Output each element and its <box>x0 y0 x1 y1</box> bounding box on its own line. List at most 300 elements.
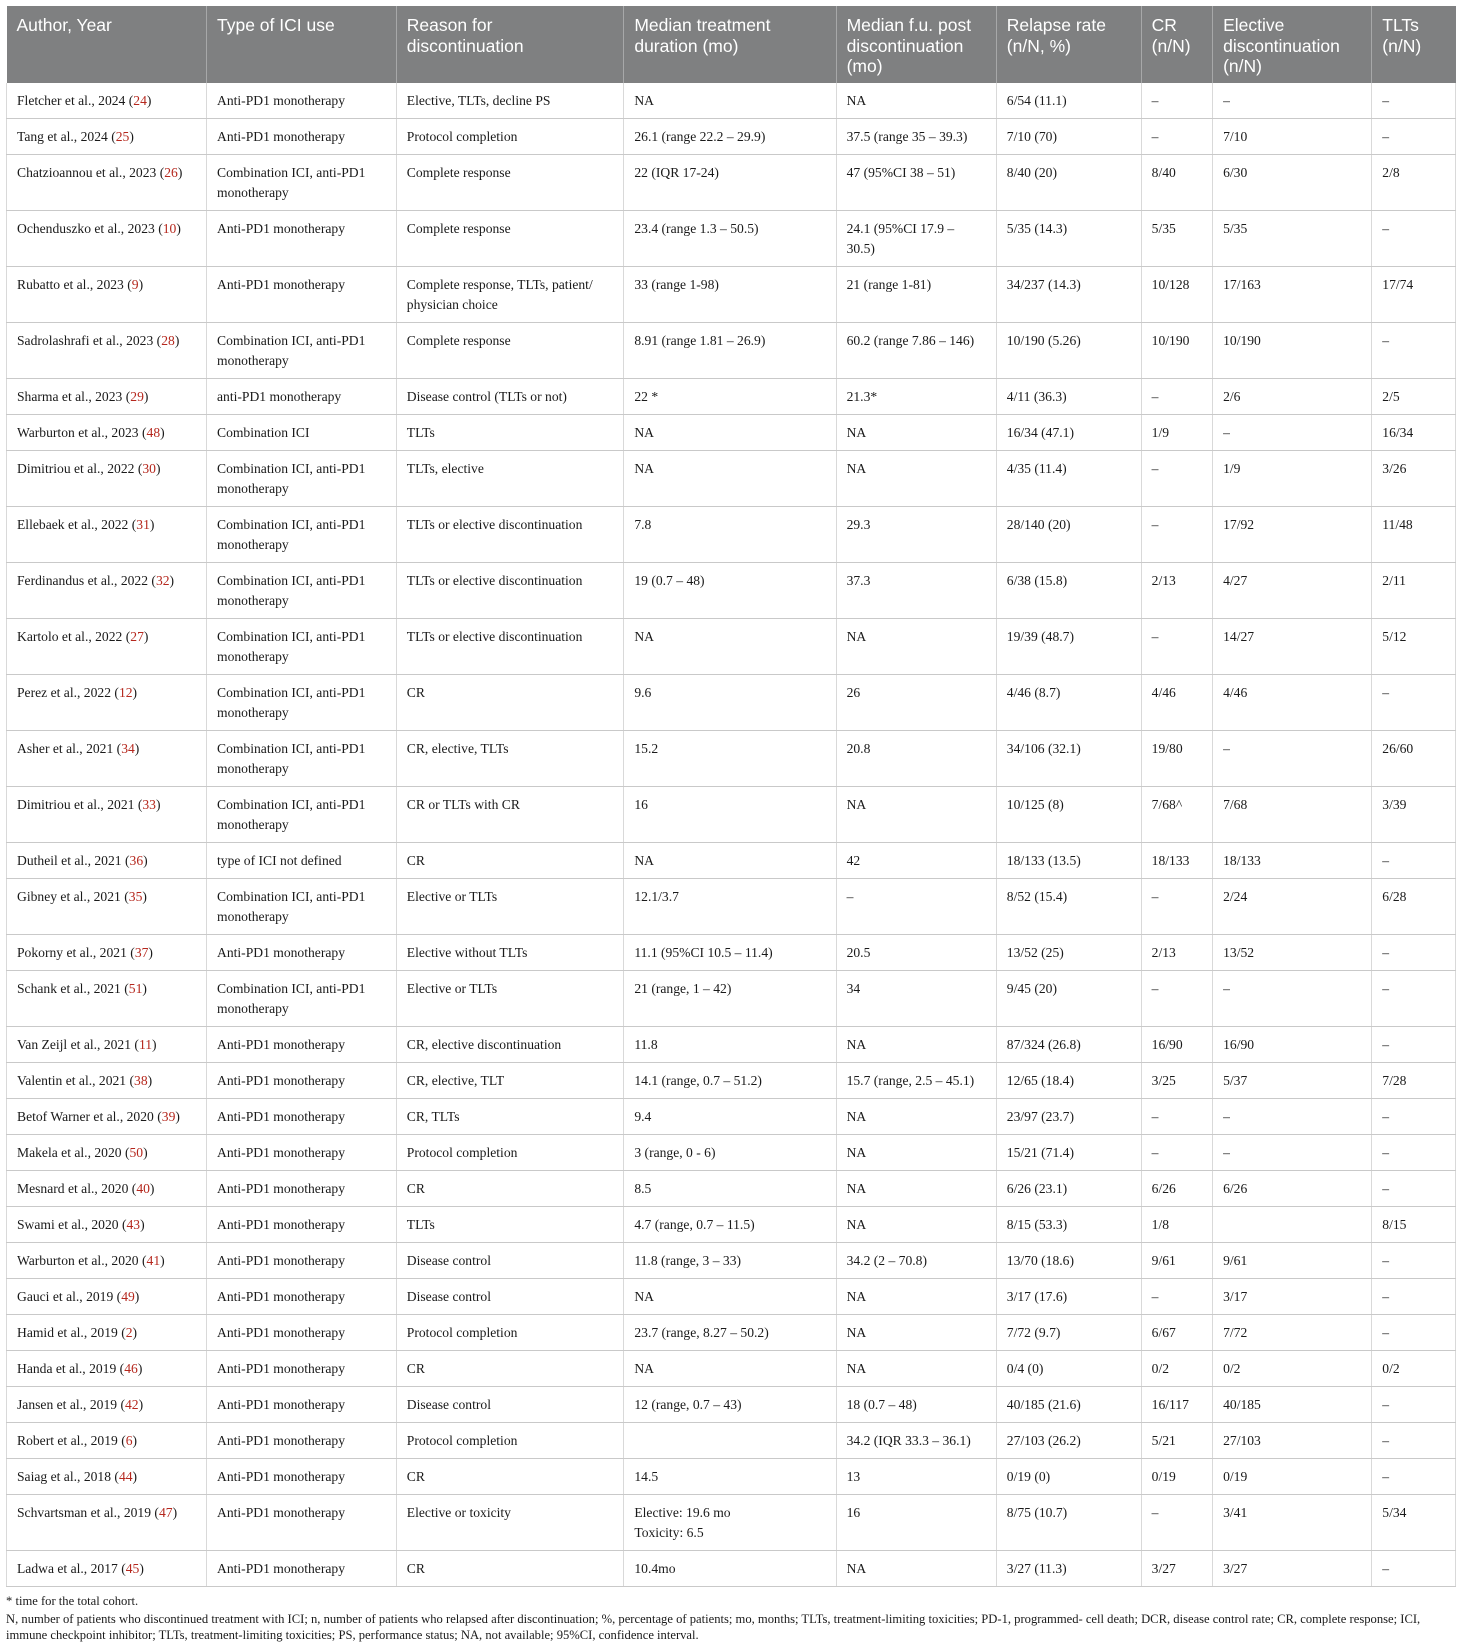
author-year: Gibney et al., 2021 <box>17 888 121 904</box>
cell-type: Anti-PD1 monotherapy <box>207 1098 397 1134</box>
cell-author: Pokorny et al., 2021 (37) <box>7 934 207 970</box>
cell-type: Anti-PD1 monotherapy <box>207 1242 397 1278</box>
cell-type: Combination ICI, anti-PD1 monotherapy <box>207 674 397 730</box>
cell-relapse: 4/46 (8.7) <box>996 674 1141 730</box>
cell-followup: NA <box>836 1170 996 1206</box>
cell-relapse: 28/140 (20) <box>996 506 1141 562</box>
cell-cr: – <box>1141 970 1212 1026</box>
cell-tlts: 2/8 <box>1372 154 1456 210</box>
cell-cr: – <box>1141 506 1212 562</box>
cell-tlts: – <box>1372 970 1456 1026</box>
cell-relapse: 5/35 (14.3) <box>996 210 1141 266</box>
cell-duration: 3 (range, 0 - 6) <box>624 1134 836 1170</box>
cell-elective: 27/103 <box>1213 1422 1372 1458</box>
reference-link[interactable]: 26 <box>164 164 178 180</box>
cell-duration: NA <box>624 414 836 450</box>
cell-reason: Complete response, TLTs, patient/ physician choice <box>396 266 624 322</box>
cell-author: Ferdinandus et al., 2022 (32) <box>7 562 207 618</box>
cell-cr: 1/8 <box>1141 1206 1212 1242</box>
cell-reason: CR <box>396 674 624 730</box>
table-row <box>7 1386 1456 1422</box>
cell-elective: 5/37 <box>1213 1062 1372 1098</box>
cell-duration: NA <box>624 618 836 674</box>
cell-type: Anti-PD1 monotherapy <box>207 1206 397 1242</box>
reference-link[interactable]: 10 <box>162 220 177 236</box>
cell-type: Combination ICI, anti-PD1 monotherapy <box>207 730 397 786</box>
author-year: Robert et al., 2019 <box>17 1432 118 1448</box>
cell-followup: NA <box>836 786 996 842</box>
header-cr: CR (n/N) <box>1141 6 1212 83</box>
author-year: Sadrolashrafi et al., 2023 <box>17 332 154 348</box>
cell-tlts: – <box>1372 842 1456 878</box>
cell-reason: CR, elective, TLT <box>396 1062 624 1098</box>
cell-followup: 20.5 <box>836 934 996 970</box>
cell-tlts: – <box>1372 210 1456 266</box>
author-year: Mesnard et al., 2020 <box>17 1180 129 1196</box>
cell-author: Van Zeijl et al., 2021 (11) <box>7 1026 207 1062</box>
author-year: Tang et al., 2024 <box>17 128 108 144</box>
cell-tlts: – <box>1372 1026 1456 1062</box>
cell-tlts: – <box>1372 322 1456 378</box>
cell-tlts: – <box>1372 1134 1456 1170</box>
cell-duration: 4.7 (range, 0.7 – 11.5) <box>624 1206 836 1242</box>
cell-relapse: 27/103 (26.2) <box>996 1422 1141 1458</box>
cell-duration: 33 (range 1-98) <box>624 266 836 322</box>
cell-followup: NA <box>836 1550 996 1586</box>
cell-type: Anti-PD1 monotherapy <box>207 1422 397 1458</box>
cell-duration: NA <box>624 842 836 878</box>
reference-link[interactable]: 43 <box>126 1216 141 1232</box>
cell-tlts: 5/12 <box>1372 618 1456 674</box>
cell-followup: 21.3* <box>836 378 996 414</box>
author-year: Betof Warner et al., 2020 <box>17 1108 154 1124</box>
cell-cr: – <box>1141 878 1212 934</box>
cell-cr: – <box>1141 1134 1212 1170</box>
table-row <box>7 786 1456 842</box>
cell-elective: – <box>1213 1134 1372 1170</box>
table-row <box>7 1494 1456 1550</box>
cell-elective: 6/26 <box>1213 1170 1372 1206</box>
cell-type: Anti-PD1 monotherapy <box>207 1350 397 1386</box>
table-row <box>7 842 1456 878</box>
cell-tlts: – <box>1372 118 1456 154</box>
cell-duration: NA <box>624 1278 836 1314</box>
cell-relapse: 8/40 (20) <box>996 154 1141 210</box>
reference-link[interactable]: 34 <box>121 740 135 756</box>
cell-followup: 29.3 <box>836 506 996 562</box>
cell-duration: 12.1/3.7 <box>624 878 836 934</box>
cell-duration: 14.5 <box>624 1458 836 1494</box>
cell-followup: 13 <box>836 1458 996 1494</box>
table-row <box>7 1422 1456 1458</box>
cell-followup: NA <box>836 1350 996 1386</box>
cell-followup: NA <box>836 1278 996 1314</box>
cell-duration: 9.6 <box>624 674 836 730</box>
cell-type: Anti-PD1 monotherapy <box>207 1170 397 1206</box>
author-year: Makela et al., 2020 <box>17 1144 122 1160</box>
cell-cr: – <box>1141 450 1212 506</box>
reference-link[interactable]: 37 <box>134 944 149 960</box>
cell-cr: 19/80 <box>1141 730 1212 786</box>
cell-type: Anti-PD1 monotherapy <box>207 1314 397 1350</box>
reference-link[interactable]: 48 <box>146 424 161 440</box>
cell-tlts: 16/34 <box>1372 414 1456 450</box>
cell-cr: – <box>1141 1098 1212 1134</box>
header-type-of-ici: Type of ICI use <box>207 6 397 83</box>
author-year: Schank et al., 2021 <box>17 980 121 996</box>
cell-relapse: 16/34 (47.1) <box>996 414 1141 450</box>
cell-elective: 3/27 <box>1213 1550 1372 1586</box>
cell-tlts: – <box>1372 934 1456 970</box>
table-row <box>7 562 1456 618</box>
cell-cr: 16/117 <box>1141 1386 1212 1422</box>
cell-duration: 22 (IQR 17-24) <box>624 154 836 210</box>
cell-cr: 3/25 <box>1141 1062 1212 1098</box>
cell-elective: 14/27 <box>1213 618 1372 674</box>
cell-type: Combination ICI, anti-PD1 monotherapy <box>207 786 397 842</box>
cell-reason: Disease control <box>396 1278 624 1314</box>
cell-cr: – <box>1141 83 1212 119</box>
cell-relapse: 10/125 (8) <box>996 786 1141 842</box>
cell-author: Makela et al., 2020 (50) <box>7 1134 207 1170</box>
cell-cr: 7/68^ <box>1141 786 1212 842</box>
reference-link[interactable]: 50 <box>129 1144 144 1160</box>
reference-link[interactable]: 42 <box>124 1396 139 1412</box>
reference-link[interactable]: 45 <box>125 1560 140 1576</box>
cell-duration: NA <box>624 1350 836 1386</box>
cell-type: Anti-PD1 monotherapy <box>207 1062 397 1098</box>
cell-elective: 10/190 <box>1213 322 1372 378</box>
cell-reason: TLTs or elective discontinuation <box>396 506 624 562</box>
cell-duration: Elective: 19.6 mo Toxicity: 6.5 <box>624 1494 836 1550</box>
cell-reason: CR, TLTs <box>396 1098 624 1134</box>
cell-duration: 23.7 (range, 8.27 – 50.2) <box>624 1314 836 1350</box>
cell-relapse: 0/19 (0) <box>996 1458 1141 1494</box>
reference-link[interactable]: 35 <box>128 888 143 904</box>
cell-reason: Elective without TLTs <box>396 934 624 970</box>
cell-tlts: – <box>1372 1098 1456 1134</box>
cell-relapse: 19/39 (48.7) <box>996 618 1141 674</box>
cell-duration: 15.2 <box>624 730 836 786</box>
author-year: Schvartsman et al., 2019 <box>17 1504 152 1520</box>
author-year: Van Zeijl et al., 2021 <box>17 1036 132 1052</box>
cell-relapse: 8/75 (10.7) <box>996 1494 1141 1550</box>
cell-followup: 15.7 (range, 2.5 – 45.1) <box>836 1062 996 1098</box>
cell-relapse: 6/26 (23.1) <box>996 1170 1141 1206</box>
table-row <box>7 1314 1456 1350</box>
cell-type: Anti-PD1 monotherapy <box>207 1026 397 1062</box>
cell-author: Chatzioannou et al., 2023 (26) <box>7 154 207 210</box>
cell-relapse: 12/65 (18.4) <box>996 1062 1141 1098</box>
cell-tlts: – <box>1372 1314 1456 1350</box>
cell-elective <box>1213 1206 1372 1242</box>
table-row <box>7 83 1456 119</box>
cell-relapse: 34/237 (14.3) <box>996 266 1141 322</box>
cell-followup: 26 <box>836 674 996 730</box>
cell-reason: Protocol completion <box>396 1422 624 1458</box>
reference-link[interactable]: 41 <box>146 1252 161 1268</box>
reference-link[interactable]: 38 <box>134 1072 148 1088</box>
cell-followup: 21 (range 1-81) <box>836 266 996 322</box>
cell-cr: 18/133 <box>1141 842 1212 878</box>
cell-tlts: – <box>1372 1170 1456 1206</box>
author-year: Chatzioannou et al., 2023 <box>17 164 157 180</box>
cell-type: Anti-PD1 monotherapy <box>207 1134 397 1170</box>
cell-type: Anti-PD1 monotherapy <box>207 934 397 970</box>
cell-author: Betof Warner et al., 2020 (39) <box>7 1098 207 1134</box>
cell-cr: 5/35 <box>1141 210 1212 266</box>
cell-reason: TLTs or elective discontinuation <box>396 562 624 618</box>
cell-followup: – <box>836 878 996 934</box>
cell-relapse: 8/52 (15.4) <box>996 878 1141 934</box>
table-row <box>7 1278 1456 1314</box>
cell-type: Anti-PD1 monotherapy <box>207 1550 397 1586</box>
author-year: Handa et al., 2019 <box>17 1360 117 1376</box>
cell-cr: 5/21 <box>1141 1422 1212 1458</box>
cell-elective: – <box>1213 83 1372 119</box>
author-year: Hamid et al., 2019 <box>17 1324 118 1340</box>
table-row <box>7 154 1456 210</box>
cell-relapse: 34/106 (32.1) <box>996 730 1141 786</box>
cell-relapse: 18/133 (13.5) <box>996 842 1141 878</box>
cell-author: Hamid et al., 2019 (2) <box>7 1314 207 1350</box>
cell-author: Gauci et al., 2019 (49) <box>7 1278 207 1314</box>
reference-link[interactable]: 32 <box>155 572 170 588</box>
cell-type: type of ICI not defined <box>207 842 397 878</box>
cell-followup: NA <box>836 450 996 506</box>
author-year: Warburton et al., 2020 <box>17 1252 139 1268</box>
header-reason: Reason for discontinuation <box>396 6 624 83</box>
reference-link[interactable]: 46 <box>124 1360 138 1376</box>
author-year: Warburton et al., 2023 <box>17 424 139 440</box>
cell-reason: TLTs or elective discontinuation <box>396 618 624 674</box>
table-row <box>7 118 1456 154</box>
author-year: Asher et al., 2021 <box>17 740 114 756</box>
cell-cr: – <box>1141 1278 1212 1314</box>
header-elective: Elective discontinuation (n/N) <box>1213 6 1372 83</box>
cell-elective: 17/163 <box>1213 266 1372 322</box>
cell-reason: TLTs, elective <box>396 450 624 506</box>
cell-author: Sadrolashrafi et al., 2023 (28) <box>7 322 207 378</box>
cell-elective: – <box>1213 730 1372 786</box>
cell-duration: 11.1 (95%CI 10.5 – 11.4) <box>624 934 836 970</box>
table-row <box>7 450 1456 506</box>
reference-link[interactable]: 47 <box>158 1504 173 1520</box>
cell-type: Combination ICI, anti-PD1 monotherapy <box>207 562 397 618</box>
cell-reason: CR, elective discontinuation <box>396 1026 624 1062</box>
cell-followup: 60.2 (range 7.86 – 146) <box>836 322 996 378</box>
cell-tlts: 26/60 <box>1372 730 1456 786</box>
cell-reason: Protocol completion <box>396 1134 624 1170</box>
reference-link[interactable]: 25 <box>115 128 130 144</box>
reference-link[interactable]: 39 <box>161 1108 176 1124</box>
cell-followup: 34 <box>836 970 996 1026</box>
cell-author: Tang et al., 2024 (25) <box>7 118 207 154</box>
cell-tlts: – <box>1372 1278 1456 1314</box>
cell-cr: 3/27 <box>1141 1550 1212 1586</box>
cell-duration: 19 (0.7 – 48) <box>624 562 836 618</box>
cell-cr: 2/13 <box>1141 934 1212 970</box>
reference-link[interactable]: 9 <box>131 276 139 292</box>
cell-reason: Disease control (TLTs or not) <box>396 378 624 414</box>
cell-reason: CR or TLTs with CR <box>396 786 624 842</box>
cell-elective: 5/35 <box>1213 210 1372 266</box>
cell-reason: TLTs <box>396 414 624 450</box>
cell-elective: 0/19 <box>1213 1458 1372 1494</box>
cell-followup: 37.3 <box>836 562 996 618</box>
cell-reason: TLTs <box>396 1206 624 1242</box>
cell-elective: 17/92 <box>1213 506 1372 562</box>
cell-reason: CR <box>396 1170 624 1206</box>
cell-cr: 10/128 <box>1141 266 1212 322</box>
cell-type: Combination ICI, anti-PD1 monotherapy <box>207 506 397 562</box>
cell-tlts: – <box>1372 1550 1456 1586</box>
cell-elective: 9/61 <box>1213 1242 1372 1278</box>
cell-author: Sharma et al., 2023 (29) <box>7 378 207 414</box>
author-year: Ladwa et al., 2017 <box>17 1560 118 1576</box>
table-row <box>7 1098 1456 1134</box>
table-row <box>7 1062 1456 1098</box>
cell-duration: 7.8 <box>624 506 836 562</box>
cell-tlts: 2/11 <box>1372 562 1456 618</box>
cell-cr: 16/90 <box>1141 1026 1212 1062</box>
reference-link[interactable]: 11 <box>138 1036 153 1052</box>
cell-followup: NA <box>836 1206 996 1242</box>
cell-reason: Complete response <box>396 322 624 378</box>
reference-link[interactable]: 36 <box>129 852 144 868</box>
cell-relapse: 23/97 (23.7) <box>996 1098 1141 1134</box>
cell-author: Dutheil et al., 2021 (36) <box>7 842 207 878</box>
table-row <box>7 378 1456 414</box>
cell-duration: NA <box>624 450 836 506</box>
cell-author: Valentin et al., 2021 (38) <box>7 1062 207 1098</box>
cell-followup: NA <box>836 414 996 450</box>
cell-elective: 6/30 <box>1213 154 1372 210</box>
cell-followup: 24.1 (95%CI 17.9 – 30.5) <box>836 210 996 266</box>
cell-author: Fletcher et al., 2024 (24) <box>7 83 207 119</box>
cell-relapse: 87/324 (26.8) <box>996 1026 1141 1062</box>
cell-author: Dimitriou et al., 2021 (33) <box>7 786 207 842</box>
cell-reason: Disease control <box>396 1386 624 1422</box>
cell-tlts: 7/28 <box>1372 1062 1456 1098</box>
cell-author: Ladwa et al., 2017 (45) <box>7 1550 207 1586</box>
reference-link[interactable]: 2 <box>125 1324 133 1340</box>
cell-type: Anti-PD1 monotherapy <box>207 83 397 119</box>
cell-relapse: 7/10 (70) <box>996 118 1141 154</box>
author-year: Valentin et al., 2021 <box>17 1072 127 1088</box>
cell-relapse: 0/4 (0) <box>996 1350 1141 1386</box>
cell-followup: NA <box>836 1314 996 1350</box>
footnote-asterisk: * time for the total cohort. <box>6 1593 139 1608</box>
reference-link[interactable]: 44 <box>118 1468 133 1484</box>
reference-link[interactable]: 24 <box>133 92 147 108</box>
cell-type: Combination ICI, anti-PD1 monotherapy <box>207 970 397 1026</box>
cell-duration: 16 <box>624 786 836 842</box>
table-body <box>7 83 1456 1587</box>
author-year: Saiag et al., 2018 <box>17 1468 112 1484</box>
cell-cr: 8/40 <box>1141 154 1212 210</box>
author-year: Gauci et al., 2019 <box>17 1288 114 1304</box>
cell-reason: Disease control <box>396 1242 624 1278</box>
cell-relapse: 40/185 (21.6) <box>996 1386 1141 1422</box>
reference-link[interactable]: 31 <box>136 516 150 532</box>
cell-author: Perez et al., 2022 (12) <box>7 674 207 730</box>
cell-reason: CR <box>396 1550 624 1586</box>
table-container <box>6 6 1456 1645</box>
cell-author: Jansen et al., 2019 (42) <box>7 1386 207 1422</box>
cell-reason: Elective or TLTs <box>396 878 624 934</box>
cell-elective: 7/72 <box>1213 1314 1372 1350</box>
cell-author: Mesnard et al., 2020 (40) <box>7 1170 207 1206</box>
reference-link[interactable]: 33 <box>142 796 156 812</box>
cell-relapse: 6/54 (11.1) <box>996 83 1141 119</box>
cell-followup: 47 (95%CI 38 – 51) <box>836 154 996 210</box>
cell-author: Swami et al., 2020 (43) <box>7 1206 207 1242</box>
cell-relapse: 3/27 (11.3) <box>996 1550 1141 1586</box>
cell-cr: 9/61 <box>1141 1242 1212 1278</box>
cell-tlts: 5/34 <box>1372 1494 1456 1550</box>
cell-followup: 42 <box>836 842 996 878</box>
cell-type: Combination ICI, anti-PD1 monotherapy <box>207 154 397 210</box>
reference-link[interactable]: 28 <box>161 332 175 348</box>
cell-reason: CR <box>396 842 624 878</box>
cell-type: Anti-PD1 monotherapy <box>207 1278 397 1314</box>
cell-reason: CR, elective, TLTs <box>396 730 624 786</box>
reference-link[interactable]: 51 <box>128 980 143 996</box>
cell-followup: 37.5 (range 35 – 39.3) <box>836 118 996 154</box>
table-row <box>7 1458 1456 1494</box>
reference-link[interactable]: 12 <box>118 684 133 700</box>
cell-duration: 11.8 (range, 3 – 33) <box>624 1242 836 1278</box>
cell-relapse: 4/11 (36.3) <box>996 378 1141 414</box>
author-year: Sharma et al., 2023 <box>17 388 123 404</box>
cell-tlts: 11/48 <box>1372 506 1456 562</box>
cell-type: Combination ICI <box>207 414 397 450</box>
table-row <box>7 970 1456 1026</box>
table-row <box>7 878 1456 934</box>
table-row <box>7 210 1456 266</box>
cell-elective: 3/41 <box>1213 1494 1372 1550</box>
cell-duration: 8.91 (range 1.81 – 26.9) <box>624 322 836 378</box>
reference-link[interactable]: 30 <box>142 460 156 476</box>
cell-followup: 16 <box>836 1494 996 1550</box>
reference-link[interactable]: 27 <box>130 628 144 644</box>
reference-link[interactable]: 40 <box>136 1180 150 1196</box>
cell-followup: 34.2 (IQR 33.3 – 36.1) <box>836 1422 996 1458</box>
cell-type: Anti-PD1 monotherapy <box>207 210 397 266</box>
cell-tlts: 3/26 <box>1372 450 1456 506</box>
cell-relapse: 6/38 (15.8) <box>996 562 1141 618</box>
cell-author: Warburton et al., 2020 (41) <box>7 1242 207 1278</box>
reference-link[interactable]: 6 <box>125 1432 133 1448</box>
reference-link[interactable]: 29 <box>130 388 144 404</box>
cell-relapse: 9/45 (20) <box>996 970 1141 1026</box>
cell-elective: 18/133 <box>1213 842 1372 878</box>
cell-reason: Elective or TLTs <box>396 970 624 1026</box>
cell-cr: 6/67 <box>1141 1314 1212 1350</box>
cell-tlts: – <box>1372 674 1456 730</box>
table-row <box>7 1550 1456 1586</box>
header-relapse-rate: Relapse rate (n/N, %) <box>996 6 1141 83</box>
cell-cr: 1/9 <box>1141 414 1212 450</box>
cell-followup: 20.8 <box>836 730 996 786</box>
cell-author: Rubatto et al., 2023 (9) <box>7 266 207 322</box>
cell-followup: NA <box>836 83 996 119</box>
author-year: Kartolo et al., 2022 <box>17 628 123 644</box>
cell-duration: NA <box>624 83 836 119</box>
reference-link[interactable]: 49 <box>121 1288 135 1304</box>
author-year: Jansen et al., 2019 <box>17 1396 118 1412</box>
